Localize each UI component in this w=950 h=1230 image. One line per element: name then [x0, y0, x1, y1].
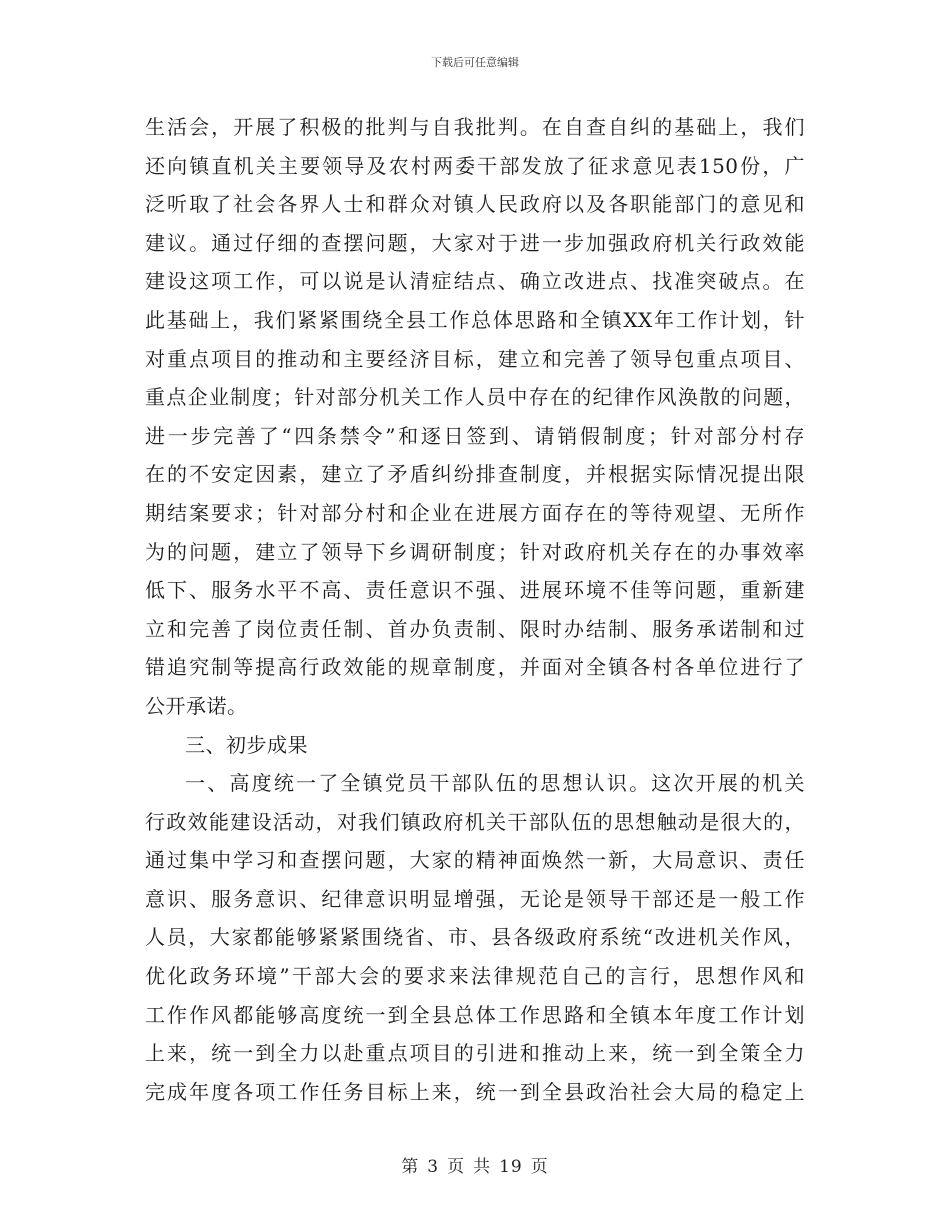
- body-line: 在的不安定因素，建立了矛盾纠纷排查制度，并根据实际情况提出限: [145, 462, 805, 487]
- body-line: 上来，统一到全力以赴重点项目的引进和推动上来，统一到全策全力: [145, 1041, 805, 1066]
- body-line: 建议。通过仔细的查摆问题，大家对于进一步加强政府机关行政效能: [145, 230, 805, 255]
- body-line: 完成年度各项工作任务目标上来，统一到全县政治社会大局的稳定上: [145, 1079, 805, 1104]
- body-line: 一、高度统一了全镇党员干部队伍的思想认识。这次开展的机关: [185, 771, 805, 796]
- footer-label-total: 共: [473, 1157, 492, 1177]
- body-line: 工作作风都能够高度统一到全县总体工作思路和全镇本年度工作计划: [145, 1002, 805, 1027]
- footer-total-pages: 19: [499, 1157, 523, 1177]
- body-line: 错追究制等提高行政效能的规章制度，并面对全镇各村各单位进行了: [145, 655, 805, 680]
- body-line: 期结案要求；针对部分村和企业在进展方面存在的等待观望、无所作: [145, 500, 805, 525]
- footer-label-total-unit: 页: [530, 1157, 549, 1177]
- body-line: 建设这项工作，可以说是认清症结点、确立改进点、找准突破点。在: [145, 269, 805, 294]
- body-line: 此基础上，我们紧紧围绕全县工作总体思路和全镇XX年工作计划，针: [145, 307, 805, 332]
- body-line: 意识、服务意识、纪律意识明显增强，无论是领导干部还是一般工作: [145, 886, 805, 911]
- footer-label-page: 第: [401, 1157, 420, 1177]
- body-line: 泛听取了社会各界人士和群众对镇人民政府以及各职能部门的意见和: [145, 192, 805, 217]
- section-heading: 三、初步成果: [185, 732, 308, 757]
- body-line: 通过集中学习和查摆问题，大家的精神面焕然一新，大局意识、责任: [145, 848, 805, 873]
- body-line: 为的问题，建立了领导下乡调研制度；针对政府机关存在的办事效率: [145, 539, 805, 564]
- footer-label-page-unit: 页: [447, 1157, 466, 1177]
- body-line: 人员，大家都能够紧紧围绕省、市、县各级政府系统“改进机关作风，: [145, 925, 805, 950]
- body-line: 低下、服务水平不高、责任意识不强、进展环境不佳等问题，重新建: [145, 578, 805, 603]
- body-line: 优化政务环境”干部大会的要求来法律规范自己的言行，思想作风和: [145, 964, 805, 989]
- footer-page-number: 3: [427, 1157, 440, 1177]
- body-line: 进一步完善了“四条禁令”和逐日签到、请销假制度；针对部分村存: [145, 423, 805, 448]
- page-footer: [0, 1152, 950, 1177]
- body-line: 生活会，开展了积极的批判与自我批判。在自查自纠的基础上，我们: [145, 115, 805, 139]
- body-line: 还向镇直机关主要领导及农村两委干部发放了征求意见表150份，广: [145, 153, 805, 178]
- body-line: 公开承诺。: [145, 693, 248, 718]
- document-body: [145, 108, 805, 1111]
- body-line: 行政效能建设活动，对我们镇政府机关干部队伍的思想触动是很大的，: [145, 809, 805, 834]
- body-line: 重点企业制度；针对部分机关工作人员中存在的纪律作风涣散的问题，: [145, 385, 805, 410]
- page-header-note: 下载后可任意编辑: [431, 56, 519, 69]
- body-line: 对重点项目的推动和主要经济目标，建立和完善了领导包重点项目、: [145, 346, 805, 371]
- body-line: 立和完善了岗位责任制、首办负责制、限时办结制、服务承诺制和过: [145, 616, 805, 641]
